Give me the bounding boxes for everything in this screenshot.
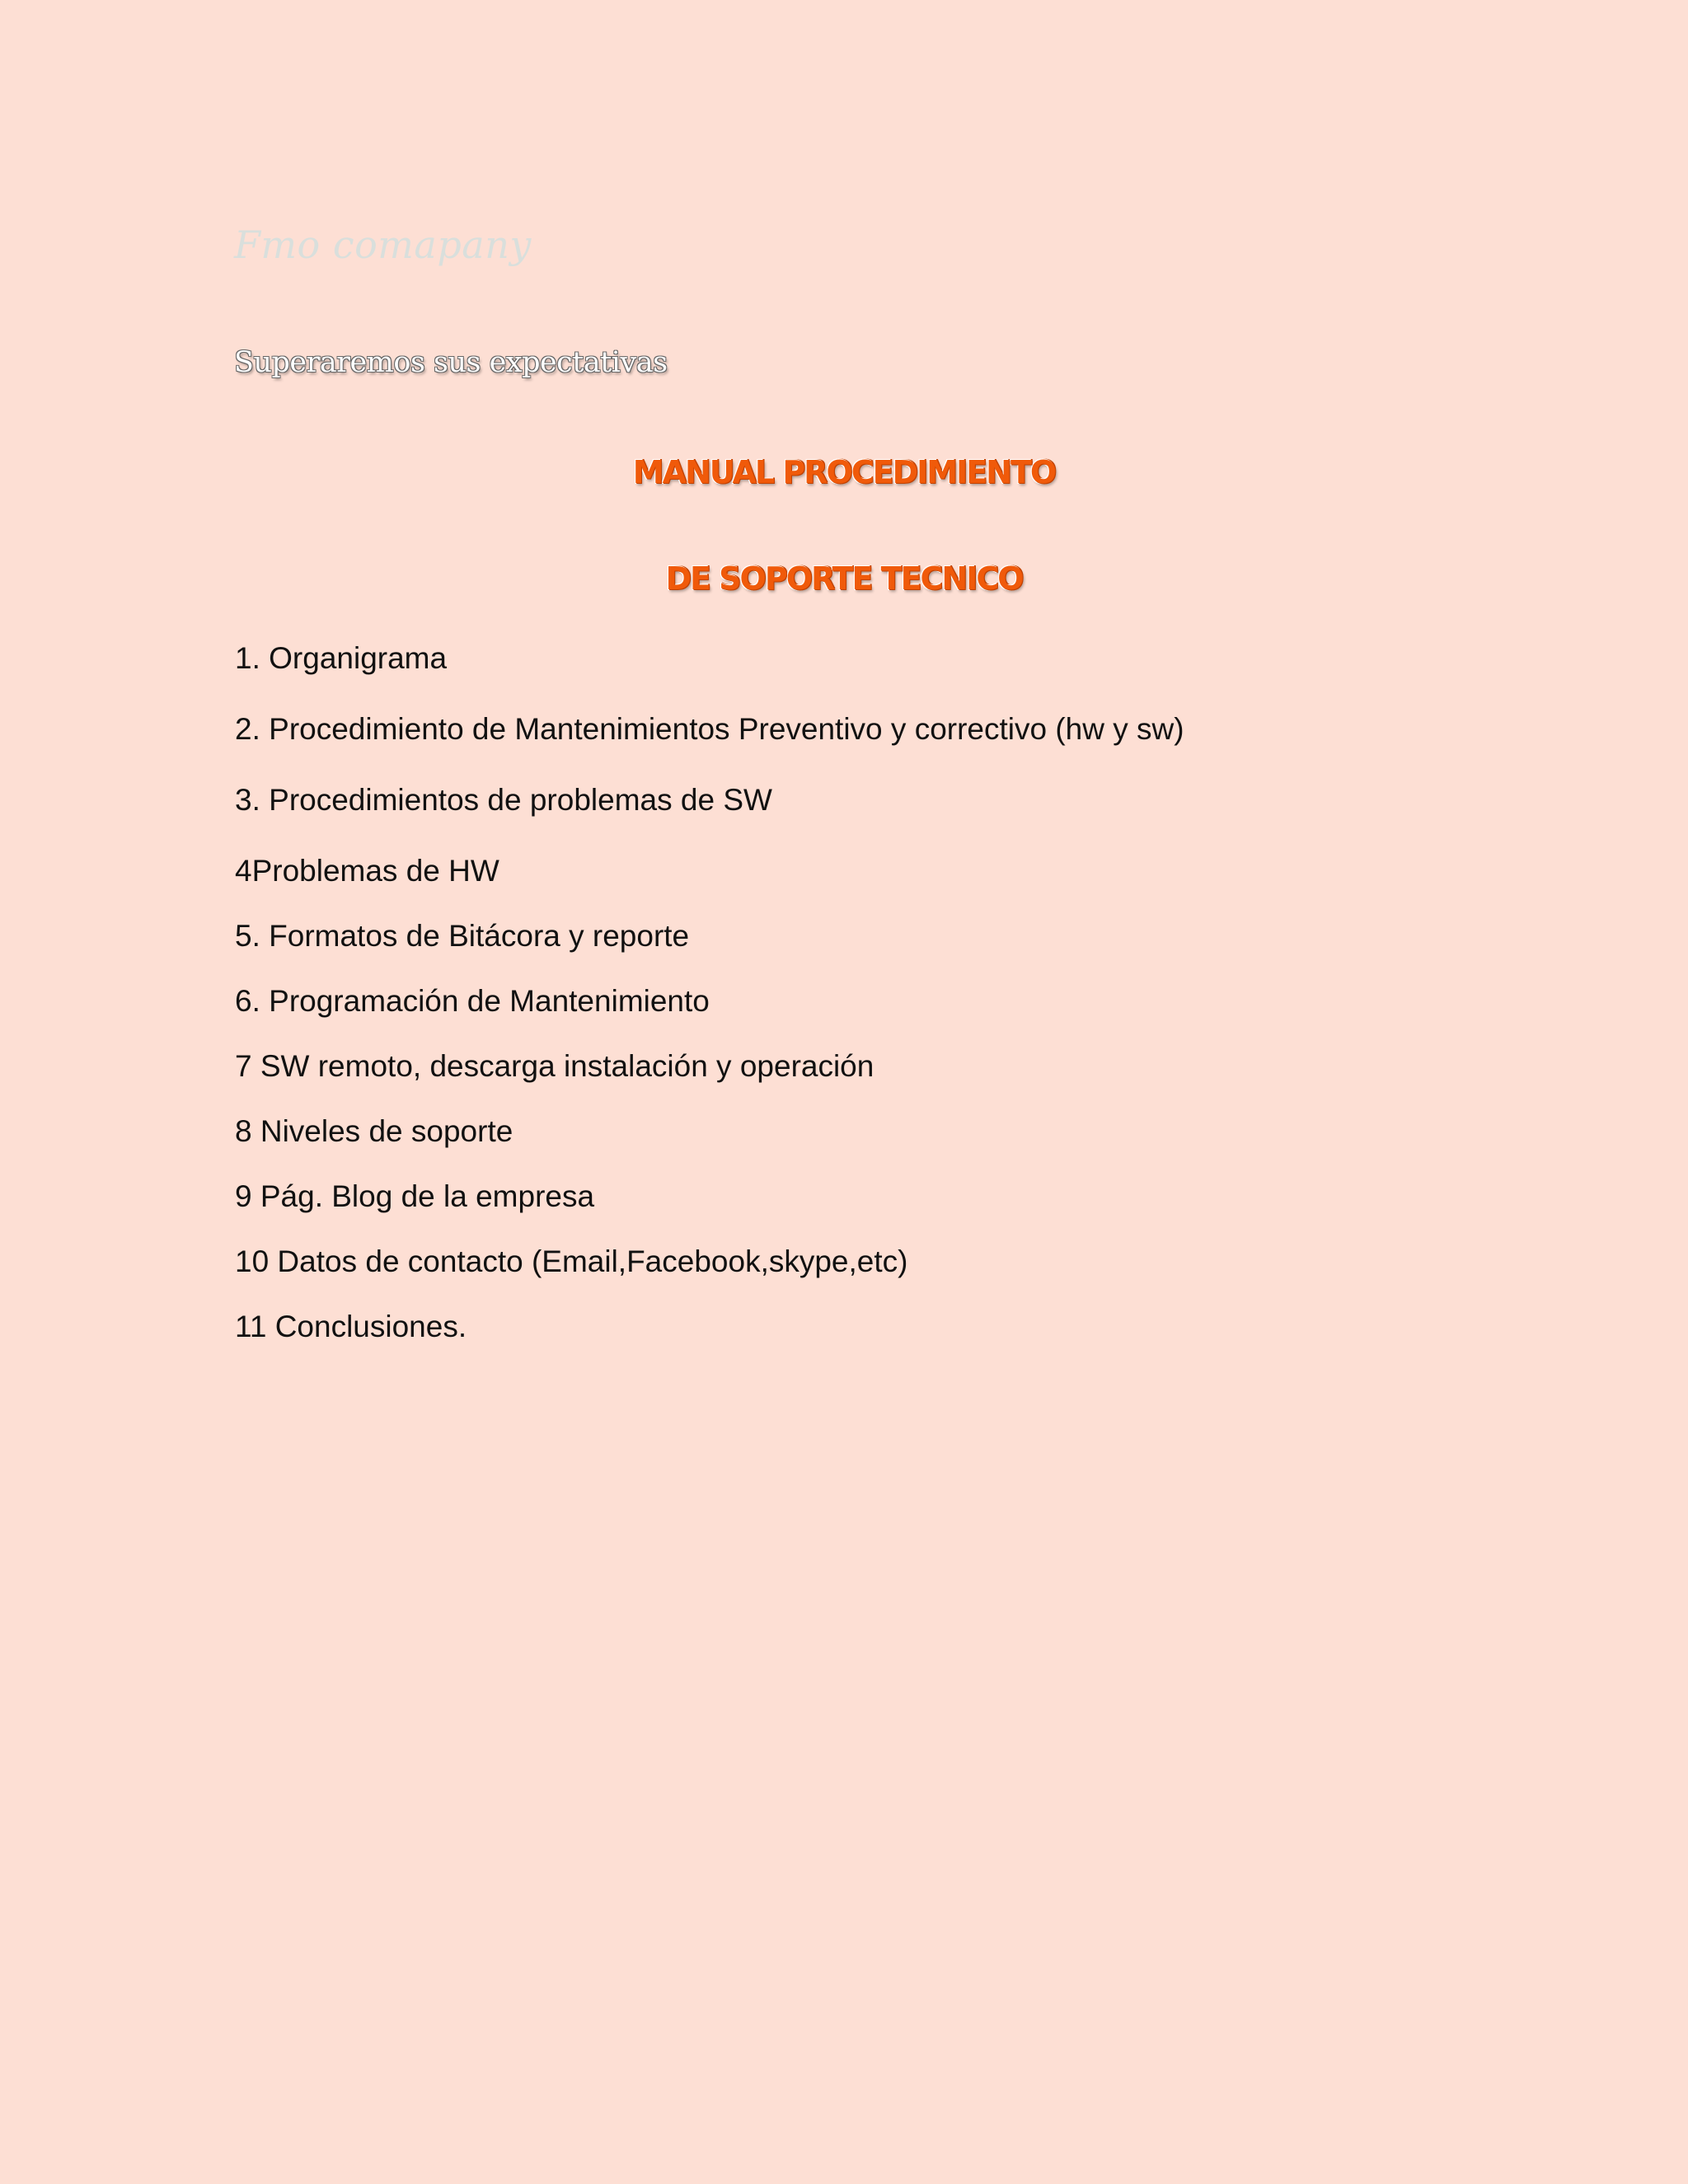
company-name: Fmo comapany bbox=[234, 223, 532, 267]
toc-item-problemas-hw: 4Problemas de HW bbox=[235, 854, 499, 888]
toc-item-blog: 9 Pág. Blog de la empresa bbox=[235, 1179, 595, 1213]
document-title-line-1: MANUAL PROCEDIMIENTO bbox=[632, 454, 1056, 490]
toc-item-contacto: 10 Datos de contacto (Email,Facebook,skype,etc) bbox=[235, 1244, 908, 1278]
tagline: Superaremos sus expectativas bbox=[234, 346, 668, 379]
toc-item-programacion: 6. Programación de Mantenimiento bbox=[235, 984, 710, 1018]
toc-item-mantenimientos: 2. Procedimiento de Mantenimientos Preventivo y correctivo (hw y sw) bbox=[235, 712, 1184, 746]
toc-item-organigrama: 1. Organigrama bbox=[235, 641, 448, 675]
toc-item-niveles-soporte: 8 Niveles de soporte bbox=[235, 1114, 513, 1148]
toc-item-problemas-sw: 3. Procedimientos de problemas de SW bbox=[235, 783, 772, 817]
toc-item-formatos-bitacora: 5. Formatos de Bitácora y reporte bbox=[235, 919, 690, 953]
toc-item-sw-remoto: 7 SW remoto, descarga instalación y operación bbox=[235, 1049, 874, 1083]
toc-item-conclusiones: 11 Conclusiones. bbox=[235, 1310, 467, 1343]
document-title-line-2: DE SOPORTE TECNICO bbox=[665, 560, 1023, 597]
